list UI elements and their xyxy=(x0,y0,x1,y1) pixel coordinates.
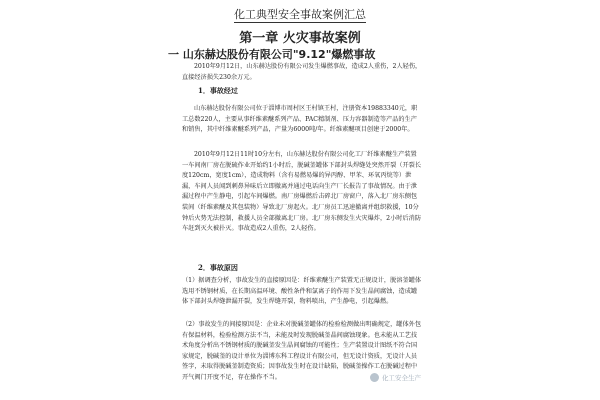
section-title: 一 山东赫达股份有限公司"9.12"爆燃事故 xyxy=(168,48,376,61)
chapter-title: 第一章 火灾事故案例 xyxy=(239,31,361,46)
watermark xyxy=(370,373,421,382)
wechat-icon xyxy=(370,373,379,382)
incident-paragraph: 2010年9月12日11时10分左右，山东赫达股份有限公司化工厂纤维素醚生产装置一车间南厂房在脱硫作业开始约1小时后，脱碱釜罐体下部封头焊缝处突然开裂（开裂长度120cm，宽度1cm），造成物料（含有易燃易爆的异丙醇、甲苯、环氧丙烷等）泄漏，车间人员闻到刺鼻异味后立即撤离并通过电话向生产厂长报告了事故情况。由于泄漏过程中产生静电，引起车间爆燃。南厂房爆燃后击碎北厂房窗户，落入北厂房东侧包装间（纤维素醚及其包装物）导致北厂房起火。北厂房员工迅速撤离并组织救援，10分钟后火势无法控制，救援人员全部撤离北厂房。北厂房东侧发生火灾爆炸，2小时后消防车赶到灭火被扑灭。事故造成2人重伤，2人轻伤。 xyxy=(182,151,422,233)
intro-paragraph: 2010年9月12日，山东赫达股份有限公司发生爆燃事故，造成2人重伤，2人轻伤，直接经济损失230余万元。 xyxy=(182,63,422,81)
cause-1-paragraph: （1）据调查分析，事故发生的直接原因是：纤维素醚生产装置无正规设计，脱溶釜罐体选用不锈钢材质，在长期高温环境、酸性条件和氯离子的作用下发生晶间腐蚀，造成罐体下部封头焊缝泄漏开裂，发生焊缝开裂，物料喷出，产生静电，引起爆燃。 xyxy=(182,277,422,306)
cause-2-paragraph: （2）事故发生的间接原因是：企业未对脱碱釜罐体的检验检测做出明确规定，罐体外包有保温材料，检验检测方法不当，未能及时发现脱碱釜晶间腐蚀现象。也未能从工艺技术角度分析出不锈钢材质的脱碱釜发生晶间腐蚀的可能性；生产装置设计图纸不符合国家规定，脱碱釜的设计单位为淄博东科工程设计有限公司，但无设计资质，无设计人员签字，未取得脱碱釜制造资质；因事故发生时在设计缺陷，脱碱釜操作工在脱碱过程中开气阀门开度不足，存在操作不当。 xyxy=(182,321,422,381)
heading-incident-process: 1．事故经过 xyxy=(198,86,238,95)
company-paragraph: 山东赫达股份有限公司位于淄博市周村区王村镇王村，注册资本19883340元，职工总数220人，主要从事纤维素醚系列产品、PAC精制剂、压力容器制造等产品的生产和销售，其中纤维素醚系列产品，产量为6000吨/年。纤维素醚项目创建于2000年。 xyxy=(182,105,418,134)
header-title: 化工典型安全事故案例汇总 xyxy=(234,8,366,21)
heading-incident-cause: 2．事故原因 xyxy=(198,263,238,272)
document-header xyxy=(0,6,600,22)
watermark-text: 化工安全生产 xyxy=(382,374,421,382)
